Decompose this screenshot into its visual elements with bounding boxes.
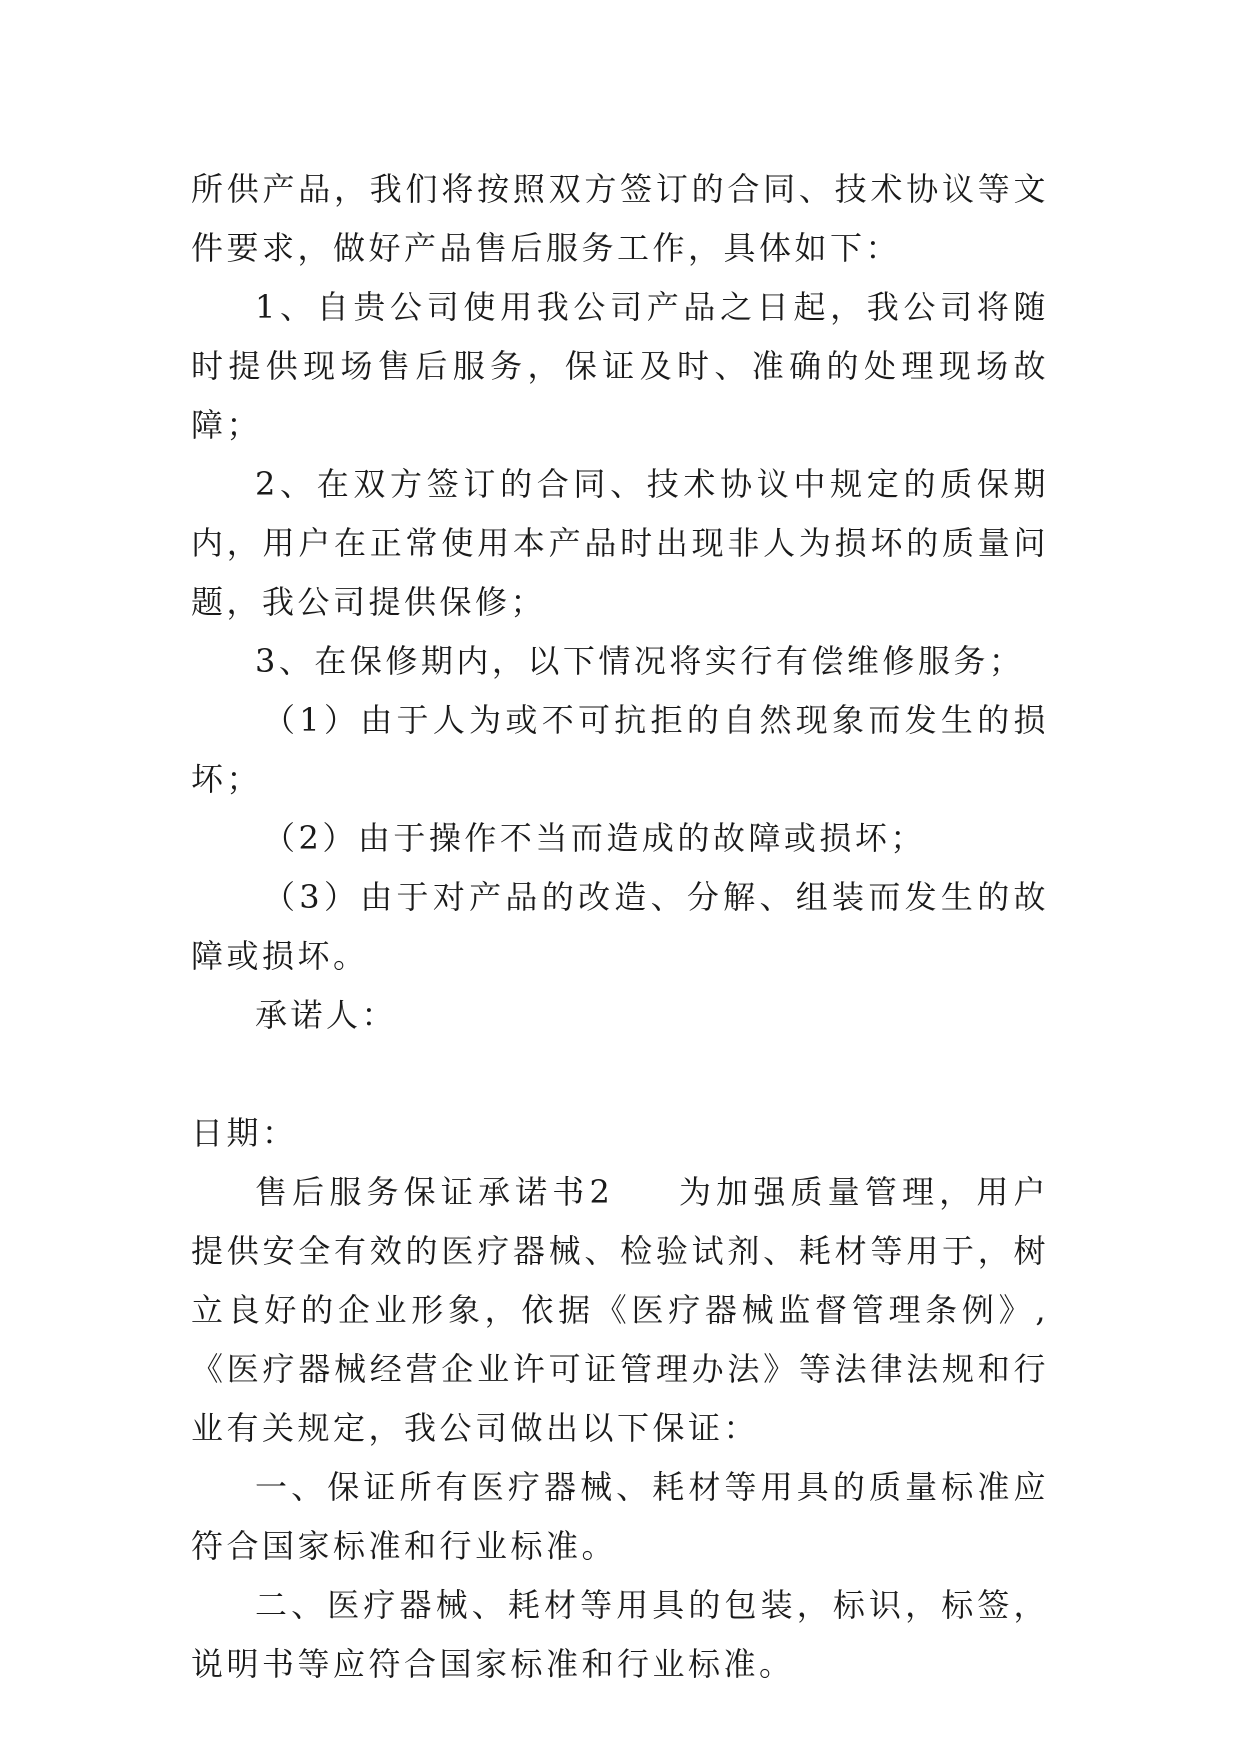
point-1-paragraph: 一、保证所有医疗器械、耗材等用具的质量标准应符合国家标准和行业标准。 xyxy=(191,1468,1049,1565)
second-letter-title: 售后服务保证承诺书2 xyxy=(255,1173,614,1211)
sub-item-3-paragraph: （3）由于对产品的改造、分解、组装而发生的故障或损坏。 xyxy=(191,878,1049,975)
sub-item-1-paragraph: （1）由于人为或不可抗拒的自然现象而发生的损坏； xyxy=(191,701,1049,798)
item-2-paragraph: 2、在双方签订的合同、技术协议中规定的质保期内，用户在正常使用本产品时出现非人为损坏的质量问题，我公司提供保修； xyxy=(191,465,1049,621)
document-body xyxy=(191,160,1049,1694)
promisor-line: 承诺人： xyxy=(255,996,398,1034)
sub-item-2-paragraph: （2）由于操作不当而造成的故障或损坏； xyxy=(263,819,926,857)
second-letter-intro-text: 为加强质量管理，用户提供安全有效的医疗器械、检验试剂、耗材等用于，树立良好的企业形象，依据《医疗器械监督管理条例》,《医疗器械经营企业许可证管理办法》等法律法规和行业有关规定，我公司做出以下保证： xyxy=(191,1173,1049,1447)
item-3-paragraph: 3、在保修期内，以下情况将实行有偿维修服务； xyxy=(255,642,1025,680)
intro-paragraph: 所供产品，我们将按照双方签订的合同、技术协议等文件要求，做好产品售后服务工作，具体如下： xyxy=(191,170,1049,267)
point-2-paragraph: 二、医疗器械、耗材等用具的包装，标识，标签，说明书等应符合国家标准和行业标准。 xyxy=(191,1586,1049,1683)
item-1-paragraph: 1、自贵公司使用我公司产品之日起，我公司将随时提供现场售后服务，保证及时、准确的处理现场故障； xyxy=(191,288,1049,444)
second-letter-intro-paragraph xyxy=(191,1163,1049,1458)
date-line: 日期： xyxy=(191,1114,298,1152)
